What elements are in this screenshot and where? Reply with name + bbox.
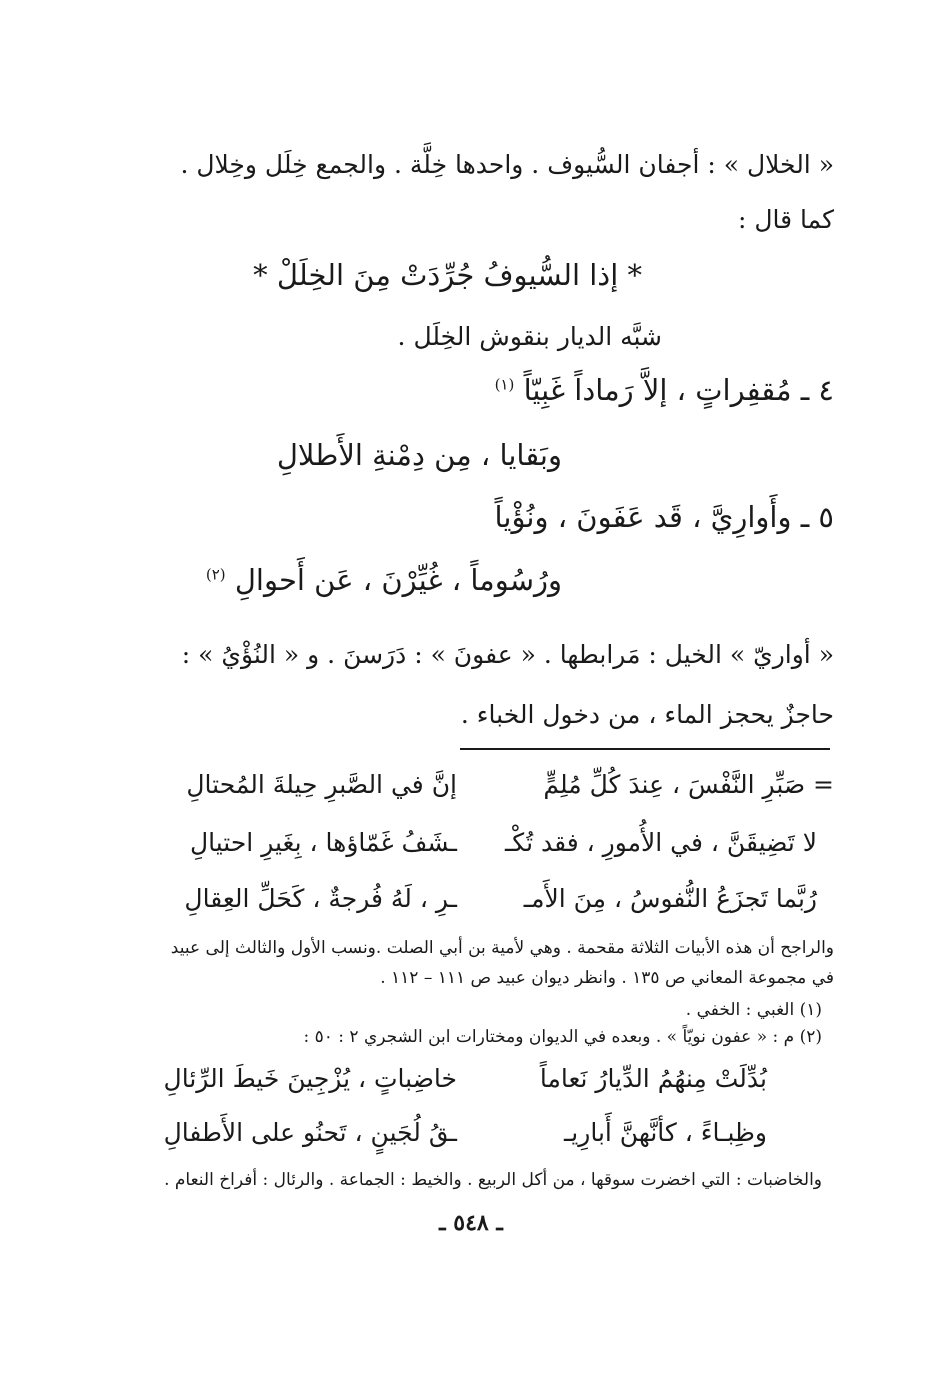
quoted-hemistich: * إذا السُّيوفُ جُرِّدَتْ مِنَ الخِلَلْ * xyxy=(253,258,642,292)
paragraph-awari-definition: « أواريّ » الخيل : مَرابطها . « عفونَ » : دَرَسنَ . و « النُؤْيُ » : xyxy=(181,640,834,669)
paragraph-khilal-definition: « الخلال » : أجفان السُّيوف . واحدها خِلَّة . والجمع خِلَل وخِلال . xyxy=(180,150,834,179)
footnote-note-glossary: والخاضبات : التي اخضرت سوقها ، من أكل الربيع . والخيط : الجماعة . والرئال : أفراخ النعام . xyxy=(164,1170,822,1190)
paragraph-nuy-definition: حاجزٌ يحجز الماء ، من دخول الخباء . xyxy=(460,700,834,729)
footnote-verse-5-left: ـقُ لُجَينٍ ، تَحنُو على الأَطفالِ xyxy=(163,1118,457,1147)
footnote-verse-1-right: = صَبِّرِ النَّفْسَ ، عِندَ كُلِّ مُلِمٍّ xyxy=(543,770,834,799)
footnote-note-attribution: والراجح أن هذه الأبيات الثلاثة مقحمة . وهي لأمية بن أبي الصلت .ونسب الأول والثالث إلى عبيد xyxy=(170,938,834,958)
footnote-marker: (٢) xyxy=(205,565,226,584)
verse-text: مُقفِراتٍ ، إلاَّ رَماداً غَبِيّاً xyxy=(523,373,792,407)
footnote-verse-4-left: خاضِباتٍ ، يُزْجِينَ خَيطَ الرِّئالِ xyxy=(163,1064,457,1093)
verse-number: ٥ ـ xyxy=(800,500,834,534)
footnote-separator xyxy=(460,748,830,750)
footnote-verse-2-right: لا تَضِيقَنَّ ، في الأُمورِ ، فقد تُكْـ xyxy=(504,828,817,857)
footnote-verse-5-right: وظِبـاءً ، كأنَّهنَّ أَبارِيـ xyxy=(563,1118,767,1147)
footnote-marker: (١) xyxy=(494,375,515,394)
footnote-verse-1-left: إنَّ في الصَّبرِ حِيلةَ المُحتالِ xyxy=(186,770,457,799)
verse-4-first-line xyxy=(495,373,834,407)
paragraph-simile-note: شبَّه الديار بنقوش الخِلَل . xyxy=(397,322,662,351)
footnote-verse-4-right: بُدِّلَتْ مِنهُمُ الدِّيارُ نَعاماً xyxy=(539,1064,767,1093)
footnote-note-references: في مجموعة المعاني ص ١٣٥ . وانظر ديوان عبيد ص ١١١ – ١١٢ . xyxy=(380,968,834,988)
verse-5-second-line xyxy=(206,563,562,597)
footnote-1: (١) الغبي : الخفي . xyxy=(685,1000,822,1020)
paragraph-as-he-said: كما قال : xyxy=(737,205,834,234)
footnote-2: (٢) م : « عفون نويّاً » . وبعده في الديوان ومختارات ابن الشجري ٢ : ٥٠ : xyxy=(303,1027,822,1047)
footnote-verse-2-left: ـشَفُ غَمّاؤها ، بِغَيرِ احتيالِ xyxy=(189,828,457,857)
verse-5-first-line xyxy=(495,500,834,534)
verse-text: وأَوارِيَّ ، قَد عَفَونَ ، ونُؤْياً xyxy=(494,500,792,534)
verse-text: ورُسُوماً ، غُيِّرْنَ ، عَن أَحوالِ xyxy=(234,563,562,597)
verse-4-second-line: وبَقايا ، مِن دِمْنةِ الأَطلالِ xyxy=(276,438,562,472)
page-number: ـ ٥٤٨ ـ xyxy=(439,1210,503,1236)
verse-number: ٤ ـ xyxy=(800,373,834,407)
footnote-verse-3-right: رُبَّما تَجزَعُ النُّفوسُ ، مِنَ الأَمـ xyxy=(523,884,817,913)
footnote-verse-3-left: ـرِ ، لَهُ فُرجةٌ ، كَحَلِّ العِقالِ xyxy=(184,884,457,913)
